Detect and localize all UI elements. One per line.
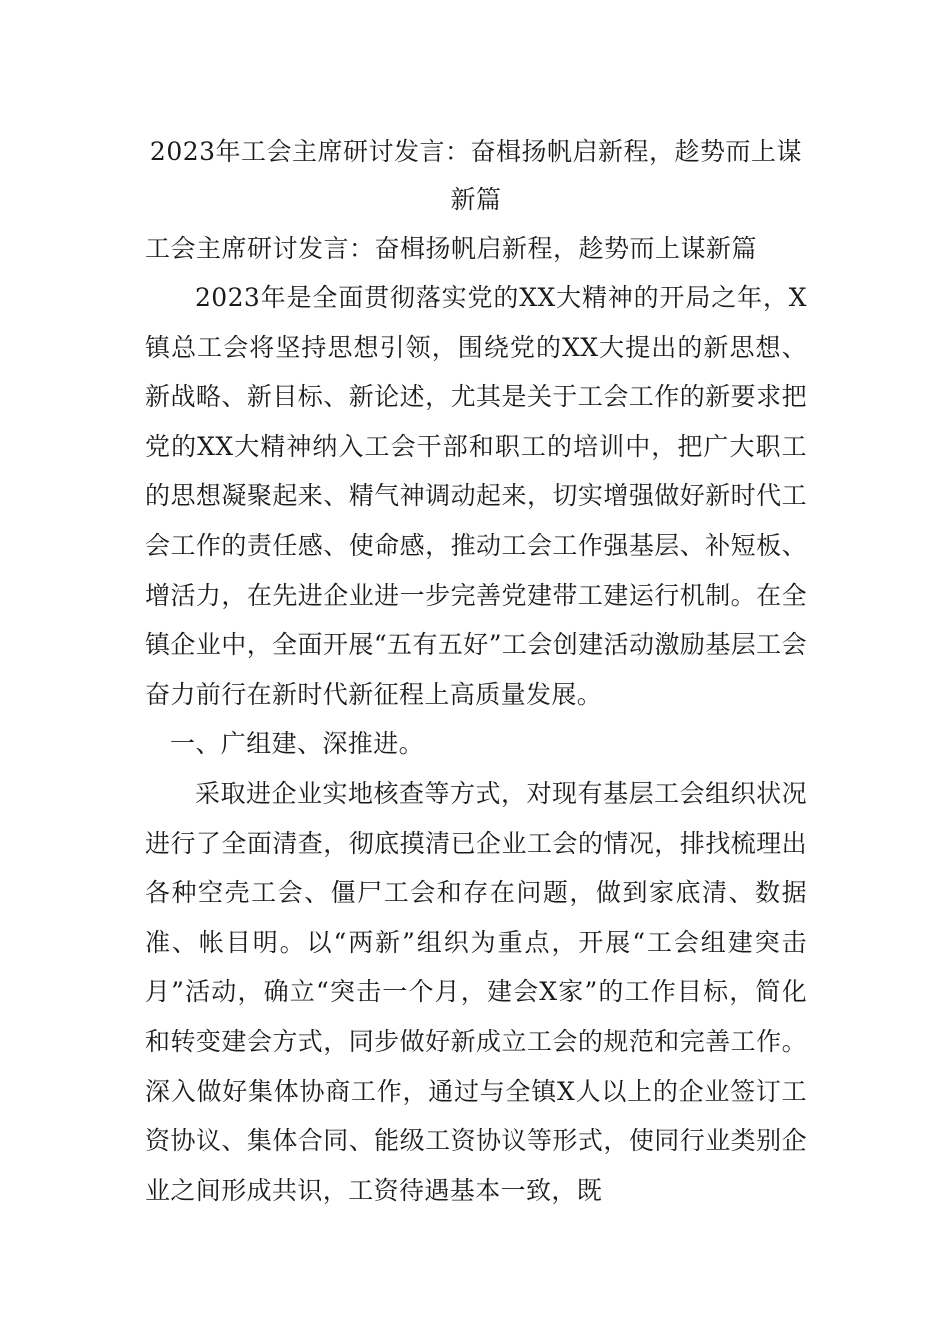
document-page: [145, 128, 807, 1215]
document-subtitle: 工会主席研讨发言：奋楫扬帆启新程，趁势而上谋新篇: [145, 234, 758, 263]
section-heading-1: 一、广组建、深推进。: [170, 729, 425, 759]
paragraph-section-1: 采取进企业实地核查等方式，对现有基层工会组织状况进行了全面清查，彻底摸清已企业工会的情况，排找梳理出各种空壳工会、僵尸工会和存在问题，做到家底清、数据准、帐目明。以“两新”组织为重点，开展“工会组建突击月”活动，确立“突击一个月，建会X家”的工作目标，简化和转变建会方式，同步做好新成立工会的规范和完善工作。深入做好集体协商工作，通过与全镇X人以上的企业签订工资协议、集体合同、能级工资协议等形式，使同行业类别企业之间形成共识，工资待遇基本一致，既: [145, 778, 807, 1205]
document-title: 2023年工会主席研讨发言：奋楫扬帆启新程，趁势而上谋新篇: [149, 137, 803, 214]
paragraph-intro: 2023年是全面贯彻落实党的XX大精神的开局之年，X镇总工会将坚持思想引领，围绕党的XX大提出的新思想、新战略、新目标、新论述，尤其是关于工会工作的新要求把党的XX大精神纳入工会干部和职工的培训中，把广大职工的思想凝聚起来、精气神调动起来，切实增强做好新时代工会工作的责任感、使命感，推动工会工作强基层、补短板、增活力，在先进企业进一步完善党建带工建运行机制。在全镇企业中，全面开展“五有五好”工会创建活动激励基层工会奋力前行在新时代新征程上高质量发展。: [145, 283, 807, 709]
